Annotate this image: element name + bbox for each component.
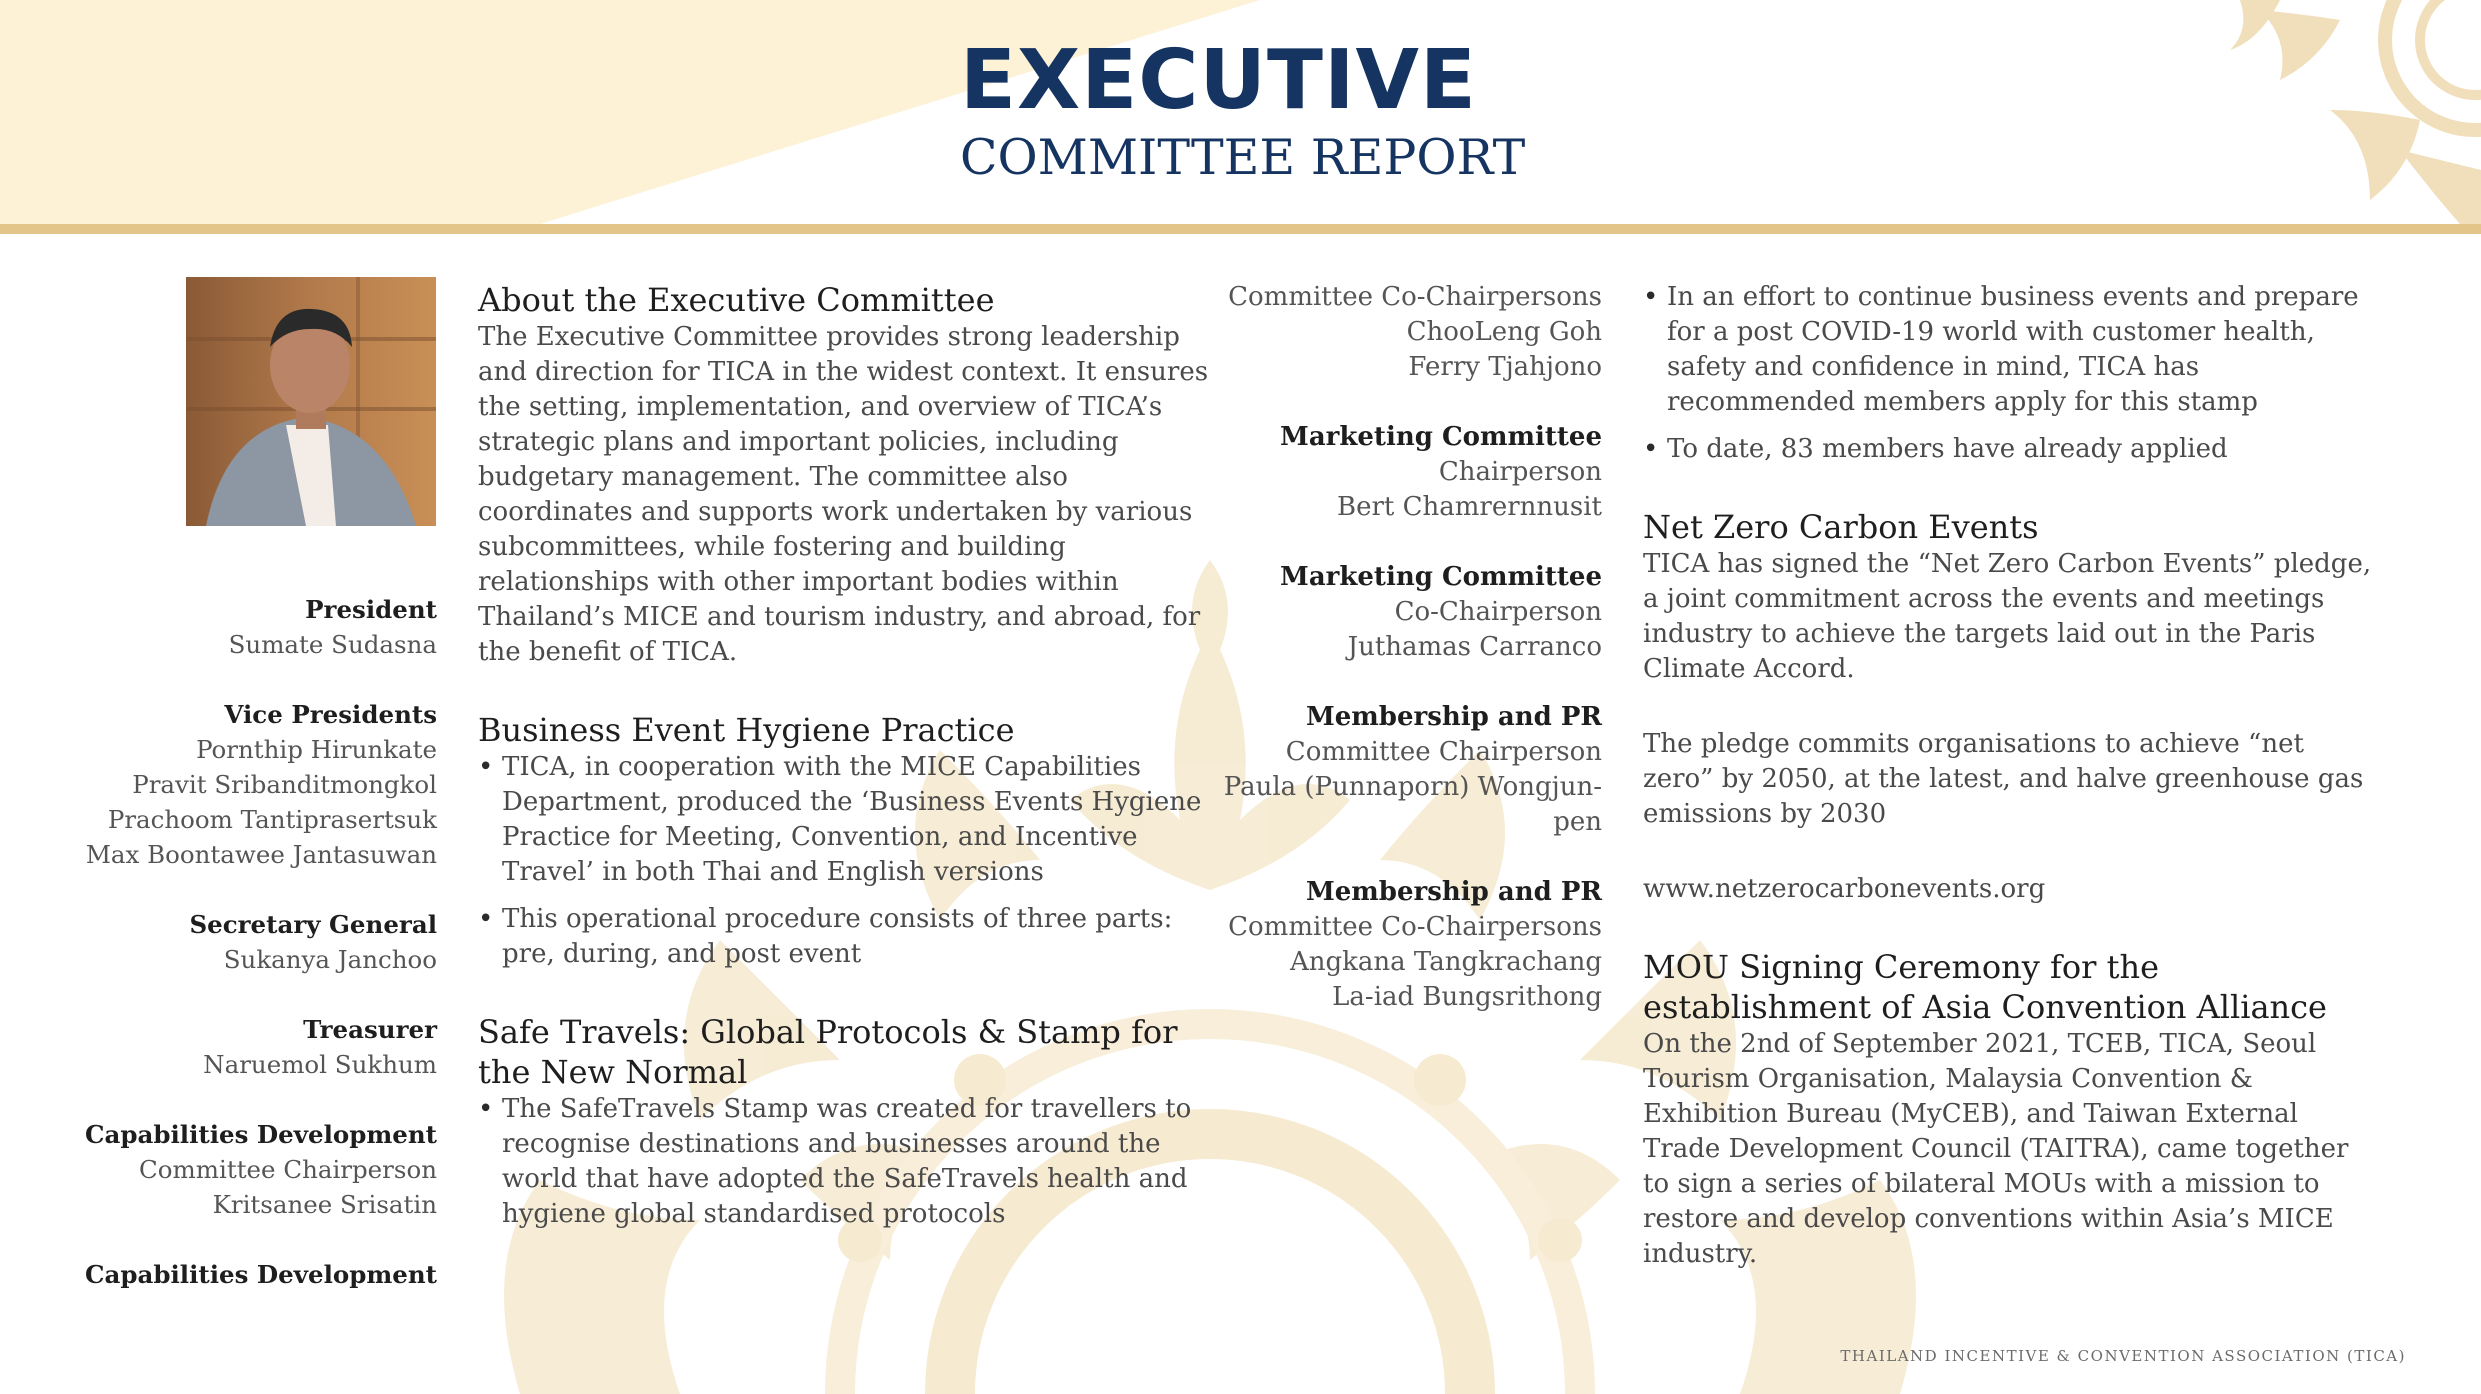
safe-travels-title: Safe Travels: Global Protocols & Stamp for the New Normal (478, 1013, 1178, 1091)
committee-group (1182, 875, 1602, 1015)
about-title: About the Executive Committee (478, 281, 995, 319)
hygiene-bullets (478, 750, 1218, 972)
bullet-item: • TICA, in cooperation with the MICE Capabilities Department, produced the ‘Business Events Hygiene Practice for Meeting, Convention, and Incentive Travel’ in both Thai and English versions (478, 750, 1218, 890)
officer-group-vice-presidents (17, 697, 437, 872)
officer-name: Committee Chairperson (139, 1155, 437, 1184)
committee-group (1182, 420, 1602, 525)
officer-name: Kritsanee Srisatin (212, 1190, 437, 1219)
committee-line: ChooLeng Goh (1406, 317, 1602, 347)
committee-group (1182, 560, 1602, 665)
bullet-item: • The SafeTravels Stamp was created for travellers to recognise destinations and businesses around the world that have adopted the SafeTravels health and hygiene global standardised protocols (478, 1092, 1218, 1232)
officer-role: President (305, 595, 437, 624)
officer-group-capabilities-chair (17, 1117, 437, 1222)
net-zero-paragraph: The pledge commits organisations to achieve “net zero” by 2050, at the latest, and halve greenhouse gas emissions by 2030 (1643, 729, 2364, 829)
net-zero-title: Net Zero Carbon Events (1643, 508, 2039, 546)
officer-role: Capabilities Development (84, 1120, 437, 1149)
committee-line: Committee Chairperson (1285, 737, 1602, 767)
officer-group-treasurer (17, 1012, 437, 1082)
committee-line: Bert Chamrernnusit (1336, 492, 1602, 522)
committee-line: Co-Chairperson (1394, 597, 1602, 627)
officer-role: Vice Presidents (224, 700, 437, 729)
officer-group-secretary-general (17, 907, 437, 977)
thai-ornament-corner (2220, 0, 2481, 224)
column-about-and-hygiene (478, 280, 1218, 1272)
mou-title: MOU Signing Ceremony for the establishment of Asia Convention Alliance (1643, 948, 2327, 1026)
committee-line: Ferry Tjahjono (1408, 352, 1602, 382)
hygiene-title: Business Event Hygiene Practice (478, 711, 1015, 749)
officer-group-president (17, 592, 437, 662)
mou-body: On the 2nd of September 2021, TCEB, TICA, Seoul Tourism Organisation, Malaysia Convention & Exhibition Bureau (MyCEB), and Taiwan External Trade Development Council (TAITRA), came together to sign a series of bilateral MOUs with a mission to restore and develop conventions within Asia’s MICE industry. (1643, 1029, 2349, 1269)
officer-name: Pravit Sribanditmongkol (132, 770, 437, 799)
column-net-zero-and-mou (1643, 280, 2373, 1312)
net-zero-paragraph: TICA has signed the “Net Zero Carbon Events” pledge, a joint commitment across the events and meetings industry to achieve the targets laid out in the Paris Climate Accord. (1643, 549, 2372, 684)
officer-name: Sumate Sudasna (228, 630, 437, 659)
committee-line: Juthamas Carranco (1347, 632, 1602, 662)
net-zero-website: www.netzerocarbonevents.org (1643, 874, 2046, 904)
committee-role: Marketing Committee (1280, 562, 1602, 592)
about-body: The Executive Committee provides strong leadership and direction for TICA in the widest context. It ensures the setting, implementation, and overview of TICA’s strategic plans and important policies, including budgetary management. The committee also coordinates and supports work undertaken by various subcommittees, while fostering and building relationships with other important bodies within Thailand’s MICE and tourism industry, and abroad, for the benefit of TICA. (478, 322, 1209, 667)
committee-line: Angkana Tangkrachang (1289, 947, 1602, 977)
committee-role: Membership and PR (1305, 877, 1602, 907)
committee-group (1182, 280, 1602, 385)
page-title: EXECUTIVE (960, 33, 1477, 128)
committee-line: Committee Co-Chairpersons (1228, 282, 1602, 312)
officer-name: Naruemol Sukhum (203, 1050, 437, 1079)
committee-line: Committee Co-Chairpersons (1228, 912, 1602, 942)
bullet-item: • To date, 83 members have already applied (1643, 432, 2373, 467)
committee-role: Marketing Committee (1280, 422, 1602, 452)
safe-travels-bullets (478, 1092, 1218, 1232)
bullet-item: • This operational procedure consists of three parts: pre, during, and post event (478, 902, 1218, 972)
committee-group (1182, 700, 1602, 840)
header-gold-rule (0, 224, 2481, 234)
officer-role: Treasurer (303, 1015, 437, 1044)
officer-role: Secretary General (189, 910, 437, 939)
committee-line: Chairperson (1438, 457, 1602, 487)
bullet-item: • In an effort to continue business events and prepare for a post COVID-19 world with customer health, safety and confidence in mind, TICA has recommended members apply for this stamp (1643, 280, 2373, 420)
officer-group-capabilities-cochairs (17, 1257, 437, 1292)
footer-organisation-name: THAILAND INCENTIVE & CONVENTION ASSOCIATION (TICA) (1840, 1347, 2406, 1365)
officer-name: Sukanya Janchoo (223, 945, 437, 974)
safe-travels-continued-bullets (1643, 280, 2373, 467)
officer-name: Pornthip Hirunkate (196, 735, 437, 764)
committees-continued (1182, 280, 1602, 1050)
committee-line: pen (1553, 807, 1602, 837)
page-subtitle: COMMITTEE REPORT (960, 129, 1526, 186)
committee-role: Membership and PR (1305, 702, 1602, 732)
officers-list (17, 592, 437, 1327)
president-photo (186, 277, 436, 526)
committee-line: La-iad Bungsrithong (1332, 982, 1602, 1012)
officer-name: Max Boontawee Jantasuwan (85, 840, 437, 869)
committee-line: Paula (Punnaporn) Wongjun- (1223, 772, 1602, 802)
officer-name: Prachoom Tantiprasertsuk (107, 805, 437, 834)
officer-role: Capabilities Development (84, 1260, 437, 1289)
